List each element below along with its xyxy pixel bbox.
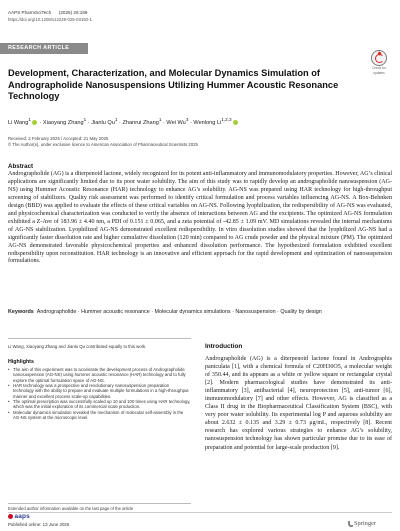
author-affiliation: 1 [158,117,162,122]
author-affiliation: 1,2,3 [221,117,232,122]
author-affiliation: 1 [114,117,118,122]
author-name[interactable]: Wenlong Li [193,119,222,126]
footer-divider [8,512,392,513]
springer-text: Springer [354,520,377,527]
received-accepted-dates: Received: 2 February 2025 / Accepted: 21 May 2025 [8,136,109,141]
springer-horse-icon [348,521,353,527]
published-online: Published online: 13 June 2025 [8,522,70,527]
update-text-line2: updates [373,70,385,75]
highlights-heading: Highlights [8,359,34,365]
springer-logo [348,520,376,527]
journal-header [8,10,87,16]
author-affiliation: 1 [83,117,87,122]
keywords [8,309,392,317]
author-name[interactable]: Li Wang [8,119,29,126]
journal-name: AAPS PharmSciTech [8,10,52,15]
highlight-item: • The aim of this experiment was to accelerate the development process of Andrographolide nanosuspension (AG-NS) using hummer acoustic resonance (HAR) technology and to fully explore the optimal formulation space of AG-NS. [8,367,191,383]
highlight-item: • HAR technology was a prospective and revolutionary nanosuspension preparation technology with the ability to prepare and evaluate multiple formulations in a high-throughput manner and excellent process scale-up capabilities. [8,383,191,399]
introduction-heading: Introduction [205,343,243,350]
volume-info: (2025) 26:169 [58,10,88,15]
author-name[interactable]: Wei Wu [166,119,186,126]
aaps-logo-icon [8,514,13,519]
author-list: Li Wang$^1$ · Xiaoyang Zhang$^1$ · Jianlu $Qu^1$ · Zhanrui Zhang$^1$ · Wei $Wu^3$ · Wenlong Li$^{1,2,3}$ [8,117,239,126]
introduction-text: Andrographolide (AG) is a diterpenoid lactone found in Andrographis paniculata [1], with a chemical formula of C20H30O5, a molecular weight of 350.44, and its appears as a white or yellow square or rectangular crystal [2]. Modern pharmacological studies have demonstrated its anti-inflammatory [3], antibacterial [4], neuroprotection [5], anti-tumor [6], immunomodulatory [7] and other effects. However, AG is classified as a Class II drug in the Biopharmaceutical Classification System (BSC), with very poor water solubility. Its experimental log P and aqueous solubility are about 2.632 ± 0.135 and 3.29 ± 0.73 μg/mL, respectively [8]. Recent research has explored various strategies to enhance AG’s solubility, nanosuspension technology has shown particular promise due to its ease of preparation and potential for large-scale production [9]. [205,356,392,451]
orcid-icon[interactable] [233,120,238,125]
author-name[interactable]: Jianlu Qu [91,119,115,126]
highlight-item: • Molecular dynamics simulation revealed the mechanism of molecular self-assembly in the AG-NS system at the microscopic level. [8,410,191,421]
article-title: Development, Characterization, and Molecular Dynamics Simulation of Andrographolide Nanosuspensions Utilizing Hummer Acoustic Resonance Technology [8,68,339,102]
aaps-logo-text: aaps [14,513,30,520]
keywords-list: Andrographolide · Hummer acoustic resonance · Molecular dynamics simulations · Nanosuspension · Quality by design [36,309,322,315]
check-for-updates-badge[interactable] [367,50,391,76]
highlights-list [8,367,191,420]
keywords-label: Keywords [8,309,34,315]
extended-author-info: Extended author information available on the last page of the article [8,503,191,511]
author-affiliation: 1 [28,117,31,122]
orcid-icon[interactable] [32,120,37,125]
abstract-heading: Abstract [8,163,34,170]
abstract-text: Andrographolide (AG) is a diterpenoid lactone, widely recognized for its potent anti-inflammatory and immunomodulatory properties. However, AG’s clinical applications are significantly limited due to its poor water solubility. The aim of this study was to rapidly develop an andrographolide nanosuspension (AG-NS) using Hummer Acoustic Resonance (HAR) technology to enhance AG’s solubility. AG-NS was prepared using HAR technology for high-throughput screening of stabilizers. Quality risk assessment was performed to identify critical formulation and process variables influencing AG-NS. A Box-Behnken design (BBD) was applied to evaluate the effects of these critical variables on AG-NS. Following lyophilization, the redispersibility of AG-NS was evaluated, and physicochemical characterization was conducted to verify the absence of interactions between AG and the excipients. The optimized AG-NS formulation exhibited a Z-Ave of 183.96 ± 4.40 nm, a PDI of 0.151 ± 0.065, and a zeta potential of -42.85 ± 1.09 mV. MD simulations revealed the internal mechanisms of AG-NS stabilization. Lyophilized AG-NS demonstrated excellent redispersibility. In vitro dissolution studies showed that the lyophilized AG-NS had a significantly faster dissolution rate and higher cumulative dissolution (120 min) compared to AG crude powder and the physical mixture (PM). The optimized AG-NS demonstrated favorable physicochemical properties and enhanced dissolution performance. The hypothesized formulation exhibited excellent redispersibility upon reconstitution. HAR technology is an innovative and efficient approach for the rapid development and optimization of nanosuspension formulations. [8,171,392,265]
doi-link[interactable]: https://doi.org/10.1208/s12249-025-03160-1 [8,17,92,22]
left-column [8,338,191,420]
aaps-logo [8,513,30,520]
author-name[interactable]: Zhanrui Zhang [122,119,159,126]
author-affiliation: 3 [185,117,189,122]
article-dates [8,136,198,148]
contribution-note: Li Wang, Xiaoyang Zhang and Jianlu Qu contributed equally to this work. [8,338,191,350]
copyright-notice: © The Author(s), under exclusive licence to American Association of Pharmaceutical Scientists 2025 [8,142,198,147]
author-name[interactable]: Xiaoyang Zhang [42,119,84,126]
update-text-line1: Check for [372,66,386,70]
section-label: RESEARCH ARTICLE [0,43,88,54]
check-for-updates-icon [371,50,387,66]
highlight-item: • The optimal prescription was successfully scaled up 10 and 100 times using HAR technology, which was the initial exploration of its commercial scale production. [8,399,191,410]
